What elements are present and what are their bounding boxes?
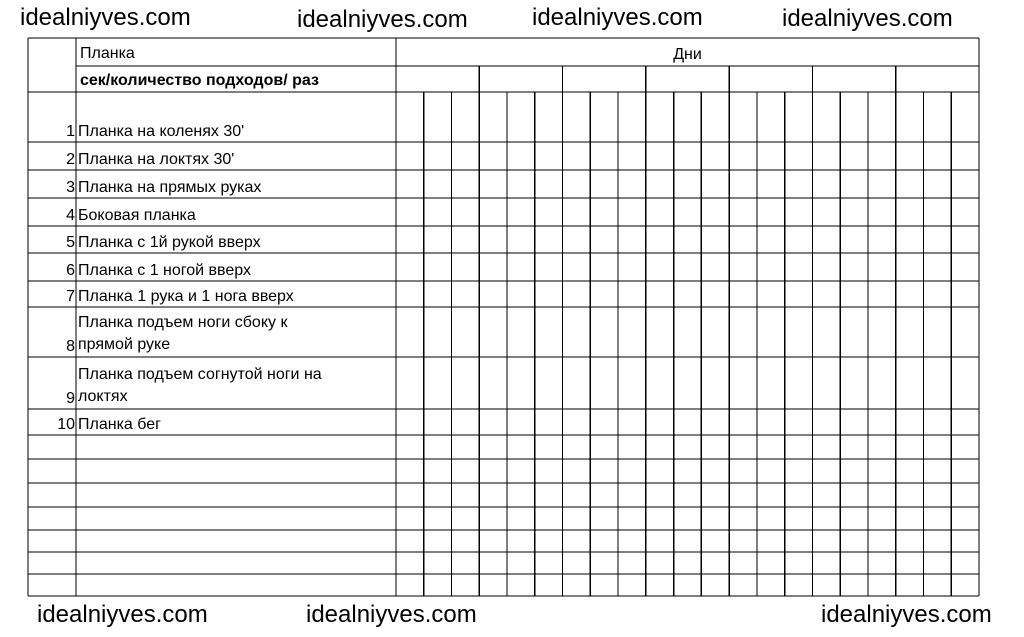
exercise-number: 1 (66, 123, 75, 140)
exercise-name: Планка бег (78, 416, 161, 433)
exercise-number: 2 (66, 151, 75, 168)
exercise-name: Боковая планка (78, 207, 196, 224)
exercise-name: Планка на коленях 30' (78, 123, 245, 140)
header-subtitle: сек/количество подходов/ раз (80, 72, 319, 89)
watermark-top-1: idealniyves.com (20, 4, 191, 31)
exercise-number: 5 (66, 234, 75, 251)
exercise-number: 9 (66, 390, 75, 407)
watermark-top-3: idealniyves.com (532, 4, 703, 31)
exercise-name: Планка с 1 ногой вверх (78, 262, 251, 279)
header-title: Планка (80, 45, 135, 62)
watermark-bottom-3: idealniyves.com (821, 601, 992, 628)
exercise-number: 7 (66, 288, 75, 305)
watermark-bottom-1: idealniyves.com (37, 601, 208, 628)
watermark-top-4: idealniyves.com (782, 5, 953, 32)
exercise-number: 6 (66, 262, 75, 279)
exercise-number: 3 (66, 179, 75, 196)
exercise-name: Планка на прямых руках (78, 179, 262, 196)
exercise-name: локтях (78, 388, 128, 405)
watermark-top-2: idealniyves.com (297, 6, 468, 33)
exercise-name: Планка подъем ноги сбоку к (78, 314, 288, 331)
exercise-name: Планка подъем согнутой ноги на (78, 366, 322, 383)
exercise-number: 4 (66, 207, 75, 224)
exercise-number: 10 (57, 416, 75, 433)
watermark-bottom-2: idealniyves.com (306, 601, 477, 628)
exercise-name: Планка на локтях 30' (78, 151, 235, 168)
exercise-number: 8 (66, 338, 75, 355)
days-header: Дни (673, 46, 702, 63)
exercise-name: Планка 1 рука и 1 нога вверх (78, 288, 294, 305)
exercise-name: Планка с 1й рукой вверх (78, 234, 261, 251)
exercise-name: прямой руке (78, 336, 171, 353)
